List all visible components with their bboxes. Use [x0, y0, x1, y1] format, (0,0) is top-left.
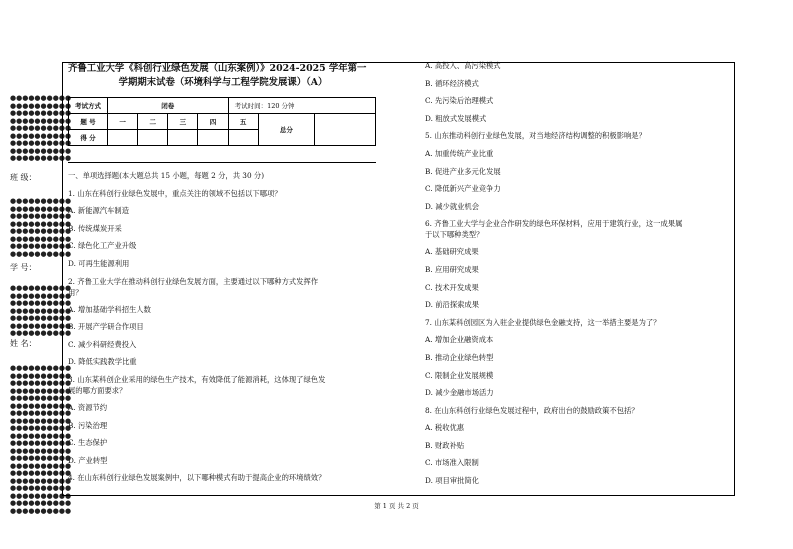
score-cell-1[interactable] — [108, 130, 138, 146]
q5-option-d: D. 减少就业机会 — [425, 201, 480, 211]
question-6-line2: 于以下哪种类型？ — [425, 230, 484, 240]
question-3-line2: 展的哪方面要求？ — [68, 385, 127, 395]
q5-option-c: C. 降低新兴产业竞争力 — [425, 184, 501, 194]
question-6-line1: 6. 齐鲁工业大学与企业合作研发的绿色环保材料，应用于建筑行业，这一成果属 — [425, 219, 683, 229]
exam-mode-value: 闭卷 — [108, 98, 229, 114]
q1-option-d: D. 可再生能源利用 — [68, 258, 130, 268]
score-cell-4[interactable] — [198, 130, 228, 146]
question-3-line1: 3. 山东某科创企业采用的绿色生产技术，有效降低了能源消耗，这体现了绿色发 — [68, 374, 326, 384]
section1-heading: 一、单项选择题(本大题总共 15 小题，每题 2 分，共 30 分) — [68, 171, 265, 180]
q6-option-b: B. 应用研究成果 — [425, 264, 479, 274]
q7-option-b: B. 推动企业绿色转型 — [425, 352, 494, 362]
q4-option-d: D. 粗放式发展模式 — [425, 113, 487, 123]
name-label: 姓 名： — [10, 339, 37, 348]
q3-option-a: A. 资源节约 — [68, 402, 108, 412]
q8-option-c: C. 市场准入限制 — [425, 458, 479, 468]
q7-option-c: C. 限制企业发展规模 — [425, 370, 494, 380]
q7-option-a: A. 增加企业融资成本 — [425, 335, 494, 345]
binding-margin — [0, 0, 72, 549]
q1-option-b: B. 传统煤炭开采 — [68, 223, 122, 233]
q5-option-a: A. 加重传统产业比重 — [425, 148, 494, 158]
row-label-question: 题 号 — [69, 114, 108, 130]
section1-content — [68, 170, 378, 490]
col-2: 二 — [138, 114, 168, 130]
col-1: 一 — [108, 114, 138, 130]
section-divider — [68, 162, 376, 163]
q1-option-a: A. 新能源汽车制造 — [68, 206, 129, 216]
q3-option-c: C. 生态保护 — [68, 438, 108, 448]
q8-option-d: D. 项目审批简化 — [425, 476, 480, 486]
score-cell-2[interactable] — [138, 130, 168, 146]
student-id-label: 学 号： — [10, 263, 37, 272]
q6-option-a: A. 基础研究成果 — [425, 247, 479, 257]
question-5: 5. 山东推动科创行业绿色发展，对当地经济结构调整的积极影响是？ — [425, 131, 646, 141]
q8-option-b: B. 财政补贴 — [425, 440, 465, 450]
q6-option-d: D. 前沿探索成果 — [425, 300, 480, 310]
left-column — [68, 62, 378, 90]
q5-option-b: B. 促进产业多元化发展 — [425, 166, 501, 176]
q2-option-b: B. 开展产学研合作项目 — [68, 322, 144, 332]
exam-title-line2: 学期期末试卷（环境科学与工程学院发展课）（A） — [118, 77, 328, 88]
exam-title-line1: 齐鲁工业大学《科创行业绿色发展（山东案例）》2024-2025 学年第一 — [68, 63, 367, 74]
q2-option-c: C. 减少科研经费投入 — [68, 339, 137, 349]
score-table — [68, 97, 376, 146]
q7-option-d: D. 减少金融市场活力 — [425, 388, 494, 398]
q2-option-d: D. 降低实践教学比重 — [68, 357, 137, 367]
q2-option-a: A. 增加基础学科招生人数 — [68, 304, 151, 314]
q1-option-c: C. 绿色化工产业升级 — [68, 241, 137, 251]
question-2 — [68, 276, 378, 298]
page-number: 第 1 页 共 2 页 — [374, 502, 419, 510]
question-6 — [425, 218, 740, 240]
question-4: 4. 在山东科创行业绿色发展案例中，以下哪种模式有助于提高企业的环境绩效？ — [68, 473, 326, 483]
q4-option-b: B. 循环经济模式 — [425, 78, 479, 88]
dot-column-1: ●●●●●●●●●● ●●●●●●●●●● ●●●●●●●●●● ●●●●●●●●●● ●●●●●●●●●● ●●●●●●●●●● ●●●●●●●●●● ●●●●●●●●●● ●●●●●●●●●● — [10, 94, 72, 162]
q3-option-d: D. 产业转型 — [68, 455, 108, 465]
col-4: 四 — [198, 114, 228, 130]
score-cell-5[interactable] — [228, 130, 258, 146]
total-score-cell[interactable] — [315, 114, 376, 146]
question-2-line1: 2. 齐鲁工业大学在推动科创行业绿色发展方面，主要通过以下哪种方式发挥作 — [68, 276, 319, 286]
q8-option-a: A. 税收优惠 — [425, 423, 465, 433]
q3-option-b: B. 污染治理 — [68, 420, 108, 430]
dot-column-3: ●●●●●●●●●● ●●●●●●●●●● ●●●●●●●●●● ●●●●●●●●●● ●●●●●●●●●● ●●●●●●●●●● ●●●●●●●●●● — [10, 284, 72, 337]
question-3 — [68, 374, 378, 396]
col-3: 三 — [168, 114, 198, 130]
dot-column-2: ●●●●●●●●●● ●●●●●●●●●● ●●●●●●●●●● ●●●●●●●●●● ●●●●●●●●●● ●●●●●●●●●● ●●●●●●●●●● ●●●●●●●●●● — [10, 197, 72, 258]
exam-mode-label: 考试方式 — [69, 98, 108, 114]
question-7: 7. 山东某科创园区为入驻企业提供绿色金融支持，这一举措主要是为了？ — [425, 317, 661, 327]
q4-option-c: C. 先污染后治理模式 — [425, 96, 494, 106]
question-1: 1. 山东在科创行业绿色发展中，重点关注的领域不包括以下哪项？ — [68, 188, 282, 198]
dot-column-4: ●●●●●●●●●● ●●●●●●●●●● ●●●●●●●●●● ●●●●●●●●●● ●●●●●●●●●● ●●●●●●●●●● ●●●●●●●●●● ●●●●●●●●●● ●●●●●●●●●● ●●●●●●●●●● ●●●●●●●●●● ●●●●●●●●●● ●●●●●●●●●● ●●●●●●●●●● ●●●●●●●●●● ●●●●●●●●●● ●●●●●●●●●● ●●●●●●●●●● ●●●●●●●●●● ●●●●●●●●●● — [10, 364, 72, 515]
exam-time: 考试时间：120 分钟 — [228, 98, 375, 114]
class-label: 班 级： — [10, 173, 37, 182]
total-label: 总分 — [258, 114, 314, 146]
row-label-score: 得 分 — [69, 130, 108, 146]
question-2-line2: 用？ — [68, 287, 83, 297]
question-8: 8. 在山东科创行业绿色发展过程中，政府出台的鼓励政策不包括？ — [425, 405, 639, 415]
q4-option-a: A. 高投入、高污染模式 — [425, 61, 501, 70]
right-column — [425, 60, 740, 493]
q6-option-c: C. 技术开发成果 — [425, 282, 479, 292]
col-5: 五 — [228, 114, 258, 130]
score-cell-3[interactable] — [168, 130, 198, 146]
